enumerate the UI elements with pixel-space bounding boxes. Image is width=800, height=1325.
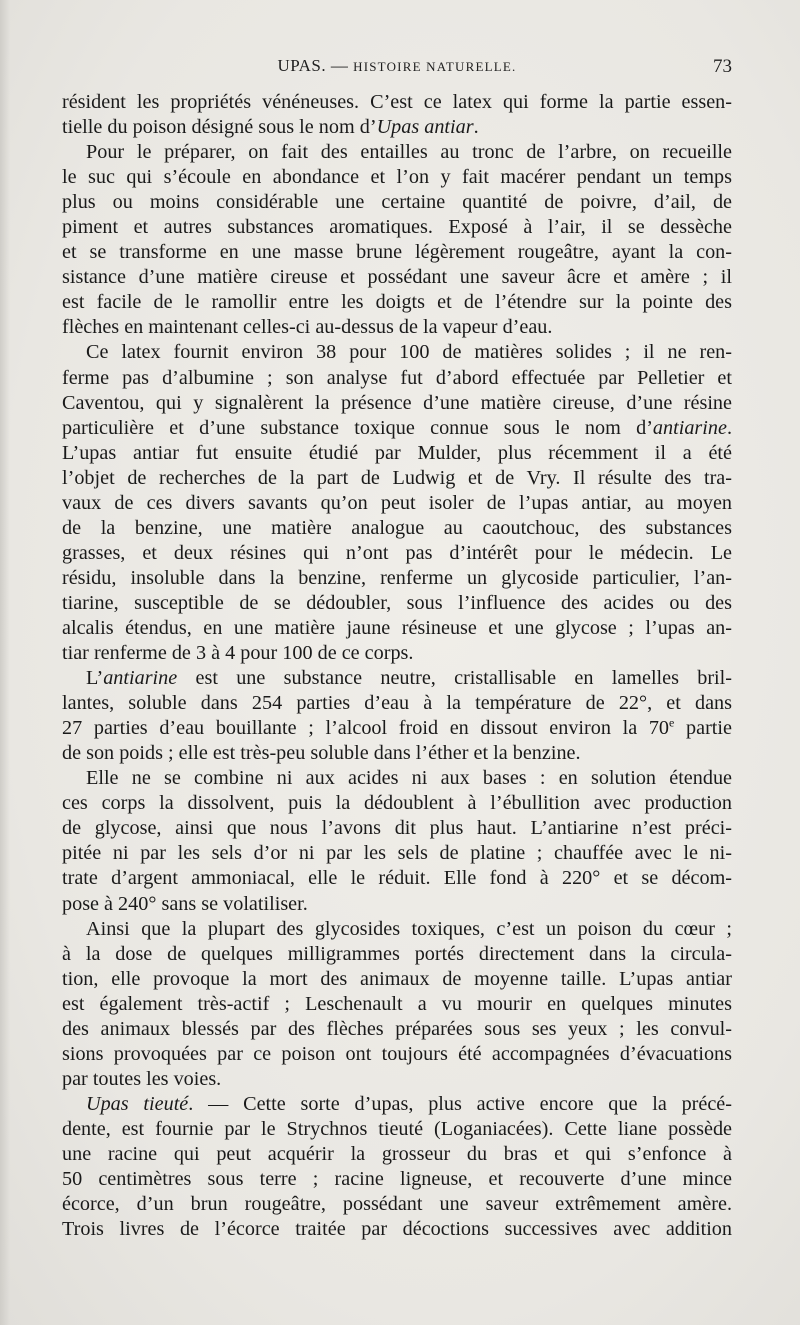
text-line: le suc qui s’écoule en abondance et l’on y fait macérer pendant un temps <box>62 166 732 189</box>
text-line: pose à 240° sans se volatiliser. <box>62 892 308 915</box>
text-line: lantes, soluble dans 254 parties d’eau à la température de 22°, et dans <box>62 692 732 715</box>
text-line: Elle ne se combine ni aux acides ni aux bases : en solution étendue <box>86 767 732 790</box>
text-line: et se transforme en une masse brune légèrement rougeâtre, ayant la con- <box>62 241 732 264</box>
text-line: une racine qui peut acquérir la grosseur du bras et qui s’enfonce à <box>62 1142 732 1165</box>
text-line: ces corps la dissolvent, puis la dédoublent à l’ébullition avec production <box>62 792 732 815</box>
text-line: alcalis étendus, en une matière jaune résineuse et une glycose ; l’upas an- <box>62 616 732 639</box>
running-head-main: UPAS. <box>277 56 327 75</box>
text-line: dente, est fournie par le Strychnos tieuté (Loganiacées). Cette liane possède <box>62 1117 732 1140</box>
text-line: pitée ni par les sels d’or ni par les sels de platine ; chauffée avec le ni- <box>62 842 732 865</box>
text-line: à la dose de quelques milligrammes portés directement dans la circula- <box>62 942 732 965</box>
running-head <box>62 56 732 76</box>
text-line: par toutes les voies. <box>62 1067 222 1090</box>
text-line: Trois livres de l’écorce traitée par décoctions successives avec addition <box>62 1218 732 1241</box>
text-line: piment et autres substances aromatiques. Exposé à l’air, il se dessèche <box>62 216 732 239</box>
text-line: L’antiarine est une substance neutre, cristallisable en lamelles bril- <box>86 667 732 690</box>
text-line: résident les propriétés vénéneuses. C’est ce latex qui forme la partie essen- <box>62 91 732 113</box>
text-line: grasses, et deux résines qui n’ont pas d’intérêt pour le médecin. Le <box>62 541 732 564</box>
text-line: est également très-actif ; Leschenault a vu mourir en quelques minutes <box>62 992 732 1015</box>
text-line: tion, elle provoque la mort des animaux de moyenne taille. L’upas antiar <box>62 967 732 990</box>
running-head-subtitle: HISTOIRE NATURELLE. <box>353 59 517 74</box>
text-line: Pour le préparer, on fait des entailles au tronc de l’arbre, on recueille <box>86 141 732 164</box>
text-line: Caventou, qui y signalèrent la présence d’une matière cireuse, d’une résine <box>62 391 732 414</box>
text-line: ferme pas d’albumine ; son analyse fut d’abord effectuée par Pelletier et <box>62 366 732 389</box>
text-line: de la benzine, une matière analogue au caoutchouc, des substances <box>62 516 732 539</box>
text-line: l’objet de recherches de la part de Ludwig et de Vry. Il résulte des tra- <box>62 466 732 489</box>
text-line: de son poids ; elle est très-peu soluble dans l’éther et la benzine. <box>62 742 581 765</box>
text-line: tiar renferme de 3 à 4 pour 100 de ce corps. <box>62 642 414 665</box>
text-line: plus ou moins considérable une certaine quantité de poivre, d’ail, de <box>62 191 732 214</box>
text-line: 27 parties d’eau bouillante ; l’alcool froid en dissout environ la 70e partie <box>62 715 732 740</box>
page-number: 73 <box>713 56 732 77</box>
text-line: particulière et d’une substance toxique connue sous le nom d’antiarine. <box>62 416 732 439</box>
text-line: flèches en maintenant celles-ci au-dessus de la vapeur d’eau. <box>62 316 553 339</box>
text-line: tiarine, susceptible de se dédoubler, sous l’influence des acides ou des <box>62 591 732 614</box>
text-line: Upas tieuté. — Cette sorte d’upas, plus active encore que la précé- <box>86 1092 732 1115</box>
text-line: 50 centimètres sous terre ; racine ligneuse, et recouverte d’une mince <box>62 1168 732 1191</box>
text-line: Ce latex fournit environ 38 pour 100 de matières solides ; il ne ren- <box>86 341 732 364</box>
text-line: Ainsi que la plupart des glycosides toxiques, c’est un poison du cœur ; <box>86 917 732 940</box>
text-line: écorce, d’un brun rougeâtre, possédant une saveur extrêmement amère. <box>62 1193 732 1216</box>
text-line: est facile de le ramollir entre les doigts et de l’étendre sur la pointe des <box>62 291 732 314</box>
text-line: sistance d’une matière cireuse et possédant une saveur âcre et amère ; il <box>62 266 732 289</box>
text-line: sions provoquées par ce poison ont toujours été accompagnées d’évacuations <box>62 1042 732 1065</box>
text-line: L’upas antiar fut ensuite étudié par Mulder, plus récemment il a été <box>62 441 732 464</box>
text-line: de glycose, ainsi que nous l’avons dit plus haut. L’antiarine n’est préci- <box>62 817 732 840</box>
text-line: tielle du poison désigné sous le nom d’Upas antiar. <box>62 116 479 139</box>
running-head-separator: — <box>326 56 354 75</box>
text-line: trate d’argent ammoniacal, elle le réduit. Elle fond à 220° et se décom- <box>62 867 732 890</box>
text-line: vaux de ces divers savants qu’on peut isoler de l’upas antiar, au moyen <box>62 491 732 514</box>
body-text <box>62 90 732 1242</box>
running-header <box>62 56 732 82</box>
text-line: des animaux blessés par des flèches préparées sous ses yeux ; les convul- <box>62 1017 732 1040</box>
text-line: résidu, insoluble dans la benzine, renferme un glycoside particulier, l’an- <box>62 566 732 589</box>
